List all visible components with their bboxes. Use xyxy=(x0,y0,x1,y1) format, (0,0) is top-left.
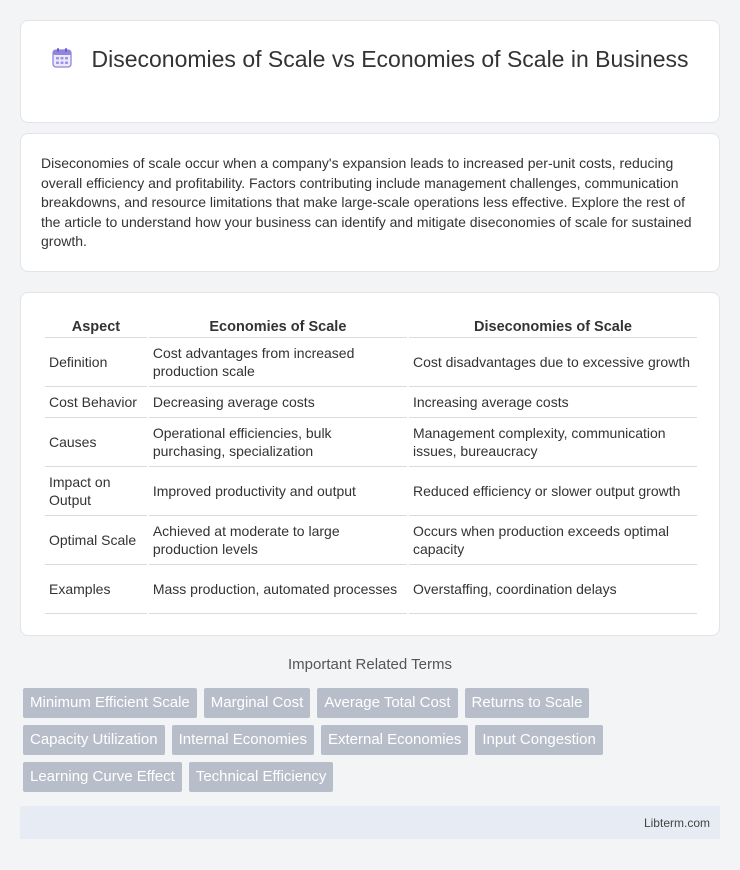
footer-site-link[interactable]: Libterm.com xyxy=(643,816,710,830)
comparison-table xyxy=(43,315,699,614)
header-diseconomies: Diseconomies of Scale xyxy=(409,315,697,338)
cell-diseconomies: Overstaffing, coordination delays xyxy=(409,565,697,614)
title-card xyxy=(20,20,720,123)
related-term-tag[interactable]: Marginal Cost xyxy=(204,688,311,718)
cell-economies: Decreasing average costs xyxy=(149,387,407,418)
related-term-tag[interactable]: Minimum Efficient Scale xyxy=(23,688,197,718)
related-term-tag[interactable]: Learning Curve Effect xyxy=(23,762,182,792)
related-term-tag[interactable]: Average Total Cost xyxy=(317,688,457,718)
cell-aspect: Examples xyxy=(45,565,147,614)
cell-aspect: Cost Behavior xyxy=(45,387,147,418)
related-term-tag[interactable]: Internal Economies xyxy=(172,725,314,755)
cell-aspect: Impact on Output xyxy=(45,467,147,516)
cell-economies: Mass production, automated processes xyxy=(149,565,407,614)
table-row xyxy=(45,565,697,614)
cell-diseconomies: Increasing average costs xyxy=(409,387,697,418)
intro-card xyxy=(20,133,720,272)
cell-diseconomies: Cost disadvantages due to excessive growth xyxy=(409,338,697,387)
cell-economies: Operational efficiencies, bulk purchasing, specialization xyxy=(149,418,407,467)
related-terms-list xyxy=(23,688,703,792)
cell-aspect: Causes xyxy=(45,418,147,467)
page-title: Diseconomies of Scale vs Economies of Scale in Business xyxy=(91,46,689,72)
table-header-row xyxy=(45,315,697,338)
table-row xyxy=(45,467,697,516)
cell-economies: Cost advantages from increased production scale xyxy=(149,338,407,387)
page-title-wrap xyxy=(21,45,719,74)
related-term-tag[interactable]: Capacity Utilization xyxy=(23,725,165,755)
cell-diseconomies: Reduced efficiency or slower output growth xyxy=(409,467,697,516)
table-row xyxy=(45,418,697,467)
related-term-tag[interactable]: Returns to Scale xyxy=(465,688,590,718)
cell-economies: Improved productivity and output xyxy=(149,467,407,516)
related-terms-heading: Important Related Terms xyxy=(288,656,452,673)
cell-economies: Achieved at moderate to large production levels xyxy=(149,516,407,565)
header-aspect: Aspect xyxy=(45,315,147,338)
cell-diseconomies: Occurs when production exceeds optimal capacity xyxy=(409,516,697,565)
intro-paragraph: Diseconomies of scale occur when a company's expansion leads to increased per-unit costs, reducing overall efficiency and profitability. Factors contributing include management challenges, communication breakdowns, and resource limitations that make large-scale operations less effective. Explore the rest of the article to understand how your business can identify and mitigate diseconomies of scale for sustained growth. xyxy=(41,155,692,250)
footer-bar xyxy=(20,806,720,839)
related-term-tag[interactable]: Technical Efficiency xyxy=(189,762,334,792)
cell-diseconomies: Management complexity, communication issues, bureaucracy xyxy=(409,418,697,467)
table-row xyxy=(45,387,697,418)
cell-aspect: Definition xyxy=(45,338,147,387)
related-term-tag[interactable]: Input Congestion xyxy=(475,725,602,755)
related-term-tag[interactable]: External Economies xyxy=(321,725,468,755)
calendar-icon xyxy=(51,47,73,69)
table-row xyxy=(45,338,697,387)
table-row xyxy=(45,516,697,565)
cell-aspect: Optimal Scale xyxy=(45,516,147,565)
comparison-card xyxy=(20,292,720,636)
header-economies: Economies of Scale xyxy=(149,315,407,338)
